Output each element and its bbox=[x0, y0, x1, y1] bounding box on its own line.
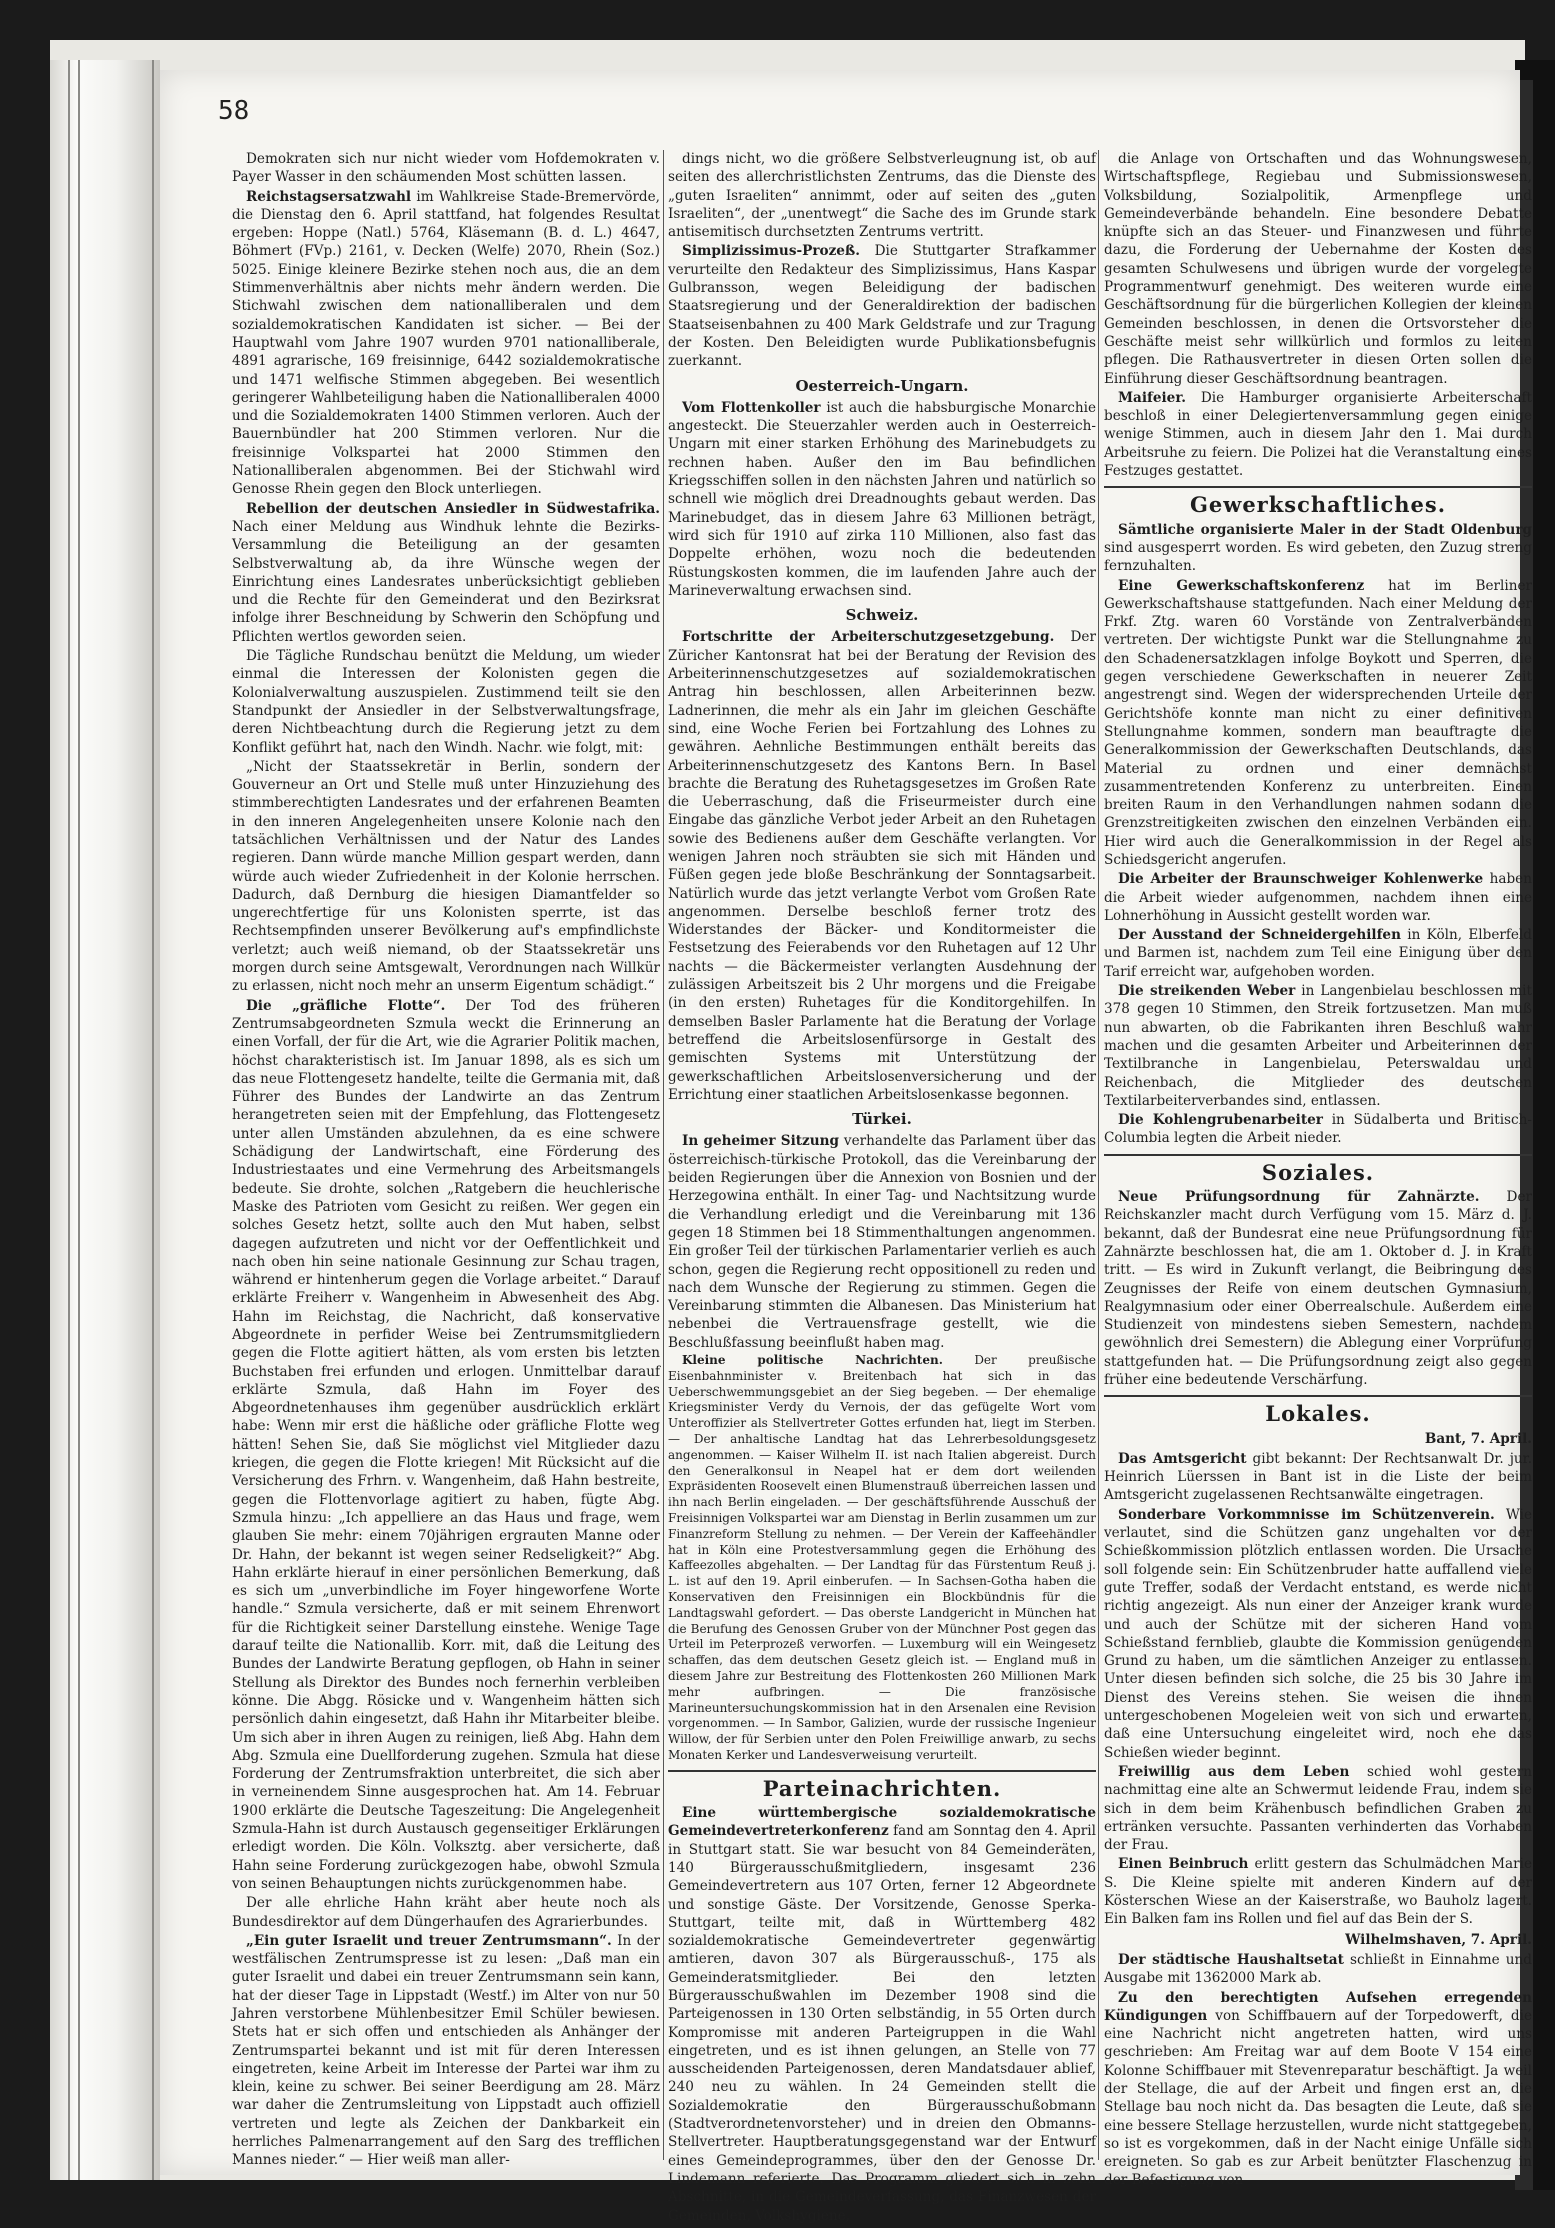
column-2 bbox=[668, 150, 1097, 2224]
article-schuetzenverein: Sonderbare Vorkommnisse im Schützenverein. Wie verlautet, sind die Schützen ganz ungehalten vor der Schießkommission plötzlich entlassen worden. Die Ursache soll folgende sein: Ein Schützenbruder hatte auffallend viele gute Treffer, sodaß der Verdacht entstand, es werde nicht richtig angezeigt. Als nun einer der Anzeiger krank wurde und auch der Schütze mit der sicheren Hand vom Schießstand fernblieb, glaubte die Kommission genügenden Grund zu haben, um die sämtlichen Anzeiger zu entlassen. Unter diesen befinden sich solche, die 25 bis 30 Jahre im Dienst des Vereins stehen. Sie weisen die ihnen untergeschobenen Mogeleien weit von sich und erwarten, daß eine Untersuchung eingeleitet wird, noch ehe das Schießen wieder beginnt. bbox=[1104, 1506, 1532, 1761]
article-maler-oldenburg: Sämtliche organisierte Maler in der Stadt Oldenburg sind ausgesperrt worden. Es wird gebeten, den Zuzug streng fernzuhalten. bbox=[1104, 521, 1532, 575]
article-zahnaerzte: Neue Prüfungsordnung für Zahnärzte. Der Reichskanzler macht durch Verfügung vom 15. März d. J. bekannt, daß der Bundesrat eine neue Prüfungsordnung für Zahnärzte beschlossen hat, die am 1. Oktober d. J. in Kraft tritt. — Es wird in Zukunft verlangt, die Beibringung des Zeugnisses der Reife von einem deutschen Gymnasium, Realgymnasium oder einer Oberrealschule. Außerdem eine Studienzeit von mindestens sieben Semestern, nachdem gewöhnlich drei Semestern) die Ablegung einer Vorprüfung stattgefunden hat. — Die Prüfungsordnung zeigt also gegen früher eine bedeutende Verschärfung. bbox=[1104, 1189, 1532, 1388]
column-rule bbox=[663, 150, 664, 2160]
article-lead: Simplizissimus-Prozeß. bbox=[682, 243, 860, 260]
article-beinbruch: Einen Beinbruch erlitt gestern das Schulmädchen Marie S. Die Kleine spielte mit anderen Kindern auf der Kösterschen Wiese an der Kaiserstraße, wo Bauholz lagert. Ein Balken fam ins Rollen und fiel auf das Bein der S. bbox=[1104, 1856, 1532, 1928]
divider bbox=[668, 1770, 1096, 1772]
article-arbeiterschutz: Fortschritte der Arbeiterschutzgesetzgebung. Der Züricher Kantonsrat hat bei der Beratung der Revision des Arbeiterinnenschutzgesetzes auf sozialdemokratischen Antrag hin beschlossen, allen Arbeiterinnen bezw. Ladnerinnen, die mehr als ein Jahr im gleichen Geschäfte sind, eine Woche Ferien bei Fortzahlung des Lohnes zu gewähren. Aehnliche Bestimmungen enthält bereits das Arbeiterinnenschutzgesetz des Kantons Bern. In Basel brachte die Beratung des Ruhetagsgesetzes im Großen Rate die Ueberraschung, daß die Friseurmeister durch eine Eingabe das gänzliche Verbot jeder Arbeit an den Ruhetagen sowie des Bedienens außer dem Geschäfte verlangten. Vor wenigen Jahren noch sträubten sie sich mit Händen und Füßen gegen jede bloße Beschränkung der Sonntagsarbeit. Natürlich wurde das jetzt verlangte Verbot vom Großen Rate angenommen. Derselbe beschloß ferner trotz des Widerstandes der Bäcker- und Konditormeister die Festsetzung des Feierabends vor den Ruhetagen auf 12 Uhr nachts — die Bäckermeister verlangten Ausdehnung der zulässigen Arbeitszeit bis 2 Uhr morgens und die Freigabe (in den ersten) Ruhetages für die Konditorgehilfen. In demselben Basler Parlamente hat die Beratung der Vorlage betreffend die Arbeitslosenfürsorge in Gestalt des gemischten Systems mit Unterstützung der gewerkschaftlichen Arbeitslosenversicherung und der Errichtung einer staatlichen Arbeitslosenkasse begonnen. bbox=[668, 629, 1096, 1103]
article-lead: Sämtliche organisierte Maler in der Stadt Oldenburg bbox=[1118, 521, 1532, 538]
paragraph: Der alle ehrliche Hahn kräht aber heute noch als Bundesdirektor auf dem Düngerhaufen des Agrarierbundes. bbox=[232, 1895, 660, 1930]
section-heading: Türkei. bbox=[852, 1110, 912, 1129]
article-flottenkoller: Vom Flottenkoller ist auch die habsburgische Monarchie angesteckt. Die Steuerzahler werden auch in Oesterreich-Ungarn mit einer starken Erhöhung des Marinebudgets zu rechnen haben. Außer den im Bau befindlichen Kriegsschiffen sollen in den nächsten Jahren und natürlich so schnell wie möglich drei Dreadnoughts gebaut werden. Das Marinebudget, das in diesem Jahre 63 Millionen beträgt, wird sich für 1910 auf zirka 110 Millionen, also fast das Doppelte erhöhen, wozu noch die bedeutenden Rüstungskosten kommen, die im laufenden Jahre auch der Marineverwaltung erwachsen sind. bbox=[668, 399, 1096, 599]
divider bbox=[1104, 1395, 1532, 1397]
article-lead: Einen Beinbruch bbox=[1118, 1856, 1249, 1873]
article-lead: Sonderbare Vorkommnisse im Schützenverein. bbox=[1118, 1506, 1495, 1523]
article-lead: Vom Flottenkoller bbox=[682, 399, 821, 416]
newspaper-page bbox=[160, 70, 1533, 2224]
column-1 bbox=[232, 150, 661, 2169]
article-lead: Die Arbeiter der Braunschweiger Kohlenwerke bbox=[1118, 871, 1484, 888]
article-simplizissimus: Simplizissimus-Prozeß. Die Stuttgarter Strafkammer verurteilte den Redakteur des Simplizissimus, Hans Kaspar Gulbransson, wegen Beleidigung der badischen Staatsregierung und der Generaldirektion der badischen Staatseisenbahnen zu 400 Mark Geldstrafe und zur Tragung der Kosten. Den Beleidigten wurde Publikationsbefugnis zuerkannt. bbox=[668, 243, 1096, 370]
article-lead: Maifeier. bbox=[1118, 389, 1186, 406]
article-maifeier: Maifeier. Die Hamburger organisierte Arbeiterschaft beschloß in einer Delegiertenversammlung gegen einige wenige Stimmen, auch in diesem Jahr den 1. Mai durch Arbeitsruhe zu feiern. Die Polizei hat die Veranstaltung eines Festzuges gestattet. bbox=[1104, 389, 1532, 480]
article-reichstagsersatzwahl: Reichstagsersatzwahl im Wahlkreise Stade-Bremervörde, die Dienstag den 6. April stattfand, hat folgendes Resultat ergeben: Hoppe (Natl.) 5764, Kläsemann (B. d. L.) 4647, Böhmert (FVp.) 2161, v. Decken (Welfe) 2070, Rhein (Soz.) 5025. Einige kleinere Bezirke stehen noch aus, die an dem Stimmenverhältnis aber nichts mehr ändern werden. Die Stichwahl zwischen dem nationalliberalen und dem sozialdemokratischen Kandidaten ist sicher. — Bei der Hauptwahl vom Jahre 1907 wurden 9701 nationalliberale, 4891 agrarische, 169 freisinnige, 6442 sozialdemokratische und 1471 welfische Stimmen abgegeben. Bei wesentlich geringerer Wahlbeteiligung haben die Nationalliberalen 4000 und die Sozialdemokraten 1400 Stimmen verloren. Auch der Bauernbündler hat 200 Stimmen verloren. Nur die freisinnige Volkspartei hat 2000 Stimmen den Nationalliberalen abgenommen. Bei der Stichwahl wird Genosse Rhein gegen den Block unterliegen. bbox=[232, 188, 661, 498]
article-rebellion: Rebellion der deutschen Ansiedler in Südwestafrika. Nach einer Meldung aus Windhuk lehnte die Bezirks-Versammlung die Beteiligung an der gesamten Selbstverwaltung ab, da ihre Wünsche wegen der Einrichtung eines Landesrates unberücksichtigt geblieben und die Rechte für den Gemeinderat und den Bezirksrat infolge ihrer Beschneidung by Schwerin den Schöpfung und Pflichten wertlos geworden seien. bbox=[232, 500, 660, 645]
article-kohlengruben: Die Kohlengrubenarbeiter in Südalberta und Britisch-Columbia legten die Arbeit nieder. bbox=[1104, 1112, 1532, 1147]
article-geheime-sitzung: In geheimer Sitzung verhandelte das Parlament über das österreichisch-türkische Protokoll, das die Vereinbarung der beiden Regierungen über die Annexion von Bosnien und der Herzegowina enthält. In einer Tag- und Nachtsitzung wurde die Verhandlung erledigt und die Vereinbarung mit 136 gegen 18 Stimmen bei 18 Stimmenthaltungen angenommen. Ein großer Teil der türkischen Parlamentarier verlieh es auch schon, gegen die Regierung recht oppositionell zu reden und nach dem Wunsche der Regierung zu stimmen. Gegen die Vereinbarung stimmten die Albanesen. Das Ministerium hat nebenbei die Vertrauensfrage gestellt, wie die Beschlußfassung beeinflußt haben mag. bbox=[668, 1133, 1096, 1351]
article-lead: „Ein guter Israelit und treuer Zentrumsmann“. bbox=[246, 1932, 612, 1949]
article-lead: Die „gräfliche Flotte“. bbox=[246, 997, 446, 1014]
paragraph: dings nicht, wo die größere Selbstverleugnung ist, ob auf seiten des allerchristlichsten Zentrums, das die Dienste des „guten Israeliten“ annimmt, oder auf seiten des „guten Israeliten“, der „unentwegt“ die Sache des im Grunde stark antisemitisch durchsetzten Zentrums vertritt. bbox=[668, 151, 1096, 241]
article-graefliche-flotte: Die „gräfliche Flotte“. Der Tod des früheren Zentrumsabgeordneten Szmula weckt die Erinnerung an einen Vorfall, der für die Art, wie die Agrarier Politik machen, höchst charakteristisch ist. Im Januar 1898, als es sich um das neue Flottengesetz handelte, teilte die Germania mit, daß Führer des Bundes der Landwirte an das Zentrum herangetreten seien mit der Empfehlung, das Flottengesetz unter allen Umständen abzulehnen, da es eine schwere Schädigung der Landwirtschaft, eine Förderung des Industriestaates und eine Vermehrung des Arbeitsmangels bedeute. Sie drohte, solchen „Ratgebern die heuchlerische Maske des Patrioten vom Gesicht zu reißen. Wer gegen ein solches Gesetz hetzt, sollte auch den Mut haben, selbst dagegen aufzutreten und nicht vor der Oeffentlichkeit und nach oben hin seine nationale Gesinnung zur Schau tragen, während er hintenherum gegen die Vorlage arbeitet.“ Darauf erklärte Freiherr v. Wangenheim in Abwesenheit des Abg. Hahn im Reichstag, die Nachricht, daß konservative Abgeordnete in perfider Weise bei Zentrumsmitgliedern gegen die Flotte agitiert hätten, als vom ersten bis letzten Buchstaben frei erfunden und erlogen. Unmittelbar darauf erklärte Szmula, daß Hahn im Foyer des Abgeordnetenhauses ihm gegenüber ausdrücklich erklärt habe: Wenn mir erst die häßliche oder gräfliche Flotte weg hätten! Sehen Sie, daß Sie möglichst viel Mitglieder dazu kriegen, die gegen die Flotte kriegen! Mit Rücksicht auf die Versicherung des Frhrn. v. Wangenheim, daß Hahn bestreite, gegen die Flottenvorlage agitiert zu haben, fügte Abg. Szmula hinzu: „Ich appelliere an das Haus und frage, wem glauben Sie mehr: einem 70jährigen ergrauten Manne oder Dr. Hahn, der bekannt ist wegen seiner Redseligkeit?“ Abg. Hahn erklärte hierauf in einer persönlichen Bemerkung, daß es sich um „unverbindliche im Foyer hingeworfene Worte handle.“ Szmula versicherte, daß er mit seinem Ehrenwort für die Richtigkeit seiner Darstellung einstehe. Wenige Tage darauf teilte die Nationallib. Korr. mit, daß die Leitung des Bundes der Landwirte Beratung gepflogen, ob Hahn in seiner Stellung als Direktor des Bundes noch fernerhin verbleiben könne. Die Abgg. Rösicke und v. Wangenheim hätten sich persönlich dahin eingesetzt, daß Hahn ihr Mitarbeiter bleibe. Um sich aber in ihren Augen zu reinigen, ließ Abg. Hahn dem Abg. Szmula eine Duellforderung zugehen. Szmula hat diese Forderung der Zentrumsfraktion unterbreitet, die sich aber in verneinendem Sinne ausgesprochen hat. Am 14. Februar 1900 erklärte die Deutsche Tageszeitung: Die Angelegenheit Szmula-Hahn ist durch Austausch gegenseitiger Erklärungen erledigt worden. Die Köln. Volksztg. aber versicherte, daß Hahn seine Forderung zurückgezogen habe, obwohl Szmula von seinen Behauptungen nichts zurückgenommen habe. bbox=[232, 997, 660, 1892]
article-lead: Die streikenden Weber bbox=[1118, 983, 1296, 1000]
quote-paragraph: „Nicht der Staatssekretär in Berlin, sondern der Gouverneur an Ort und Stelle muß unter Hinzuziehung des stimmberechtigten Landesrates und der erfahrenen Beamten in den inneren Angelegenheiten unsere Kolonie nach den tatsächlichen Verhältnissen und der Natur des Landes regieren. Dann würde manche Million gespart werden, dann würde auch wieder Zufriedenheit in der Kolonie herrschen. Dadurch, daß Dernburg die hiesigen Diamantfelder so ungerechtfertige für uns Kolonisten sperrte, ist das Rechtsempfinden unserer Bevölkerung auf's empfindlichste verletzt; auch weiß niemand, ob der Staatssekretär uns morgen durch seine Amtsgewalt, Verordnungen nach Willkür zu erlassen, nicht noch mehr an unserm Eigentum schädigt.“ bbox=[232, 758, 660, 995]
paragraph: Die Tägliche Rundschau benützt die Meldung, um wieder einmal die Interessen der Kolonisten gegen die Kolonialverwaltung auszuspielen. Zustimmend teilt sie den Standpunkt der Ansiedler in der Selbstverwaltungsfrage, deren Nichtbeachtung durch die Regierung jetzt zu dem Konflikt geführt hat, nach den Windh. Nachr. wie folgt, mit: bbox=[232, 648, 660, 756]
column-rule bbox=[1098, 150, 1099, 2160]
section-heading: Schweiz. bbox=[845, 606, 919, 625]
article-lead: Neue Prüfungsordnung für Zahnärzte. bbox=[1118, 1189, 1480, 1206]
article-lead: Eine württembergische sozialdemokratische Gemeindevertreterkonferenz bbox=[668, 1805, 1096, 1840]
article-lead: Zu den berechtigten Aufsehen erregenden Kündigungen bbox=[1104, 1989, 1532, 2024]
book-binding bbox=[50, 60, 160, 2180]
section-heading: Lokales. bbox=[1265, 1401, 1371, 1427]
dateline: Wilhelmshaven, 7. April. bbox=[1345, 1931, 1532, 1948]
article-gewerkschaftskonferenz: Eine Gewerkschaftskonferenz hat im Berliner Gewerkschaftshause stattgefunden. Nach einer Meldung der Frkf. Ztg. waren 60 Vorstände von Zentralverbänden vertreten. Der wichtigste Punkt war die Stellungnahme zu den Schadenersatzklagen infolge Boykott und Sperren, die gegen verschiedene Gewerkschaften in neuerer Zeit angestrengt sind. Wegen der widersprechenden Urteile der Gerichtshöfe konnte man nicht zu einer definitiven Stellungnahme kommen, sondern man beauftragte die Generalkommission der Gewerkschaften Deutschlands, das Material zu ordnen und einer demnächst zusammentretenden Konferenz zu unterbreiten. Einen breiten Raum in den Verhandlungen nahmen sodann die Grenzstreitigkeiten zwischen den einzelnen Verbänden ein. Hier wird auch die Generalkommission in der Regel als Schiedsgericht angerufen. bbox=[1104, 577, 1532, 868]
article-lead: Reichstagsersatzwahl bbox=[246, 188, 411, 205]
article-gemeindevertreterkonferenz: Eine württembergische sozialdemokratische Gemeindevertreterkonferenz fand am Sonntag den 4. April in Stuttgart statt. Sie war besucht von 84 Gemeinderäten, 140 Bürgerausschußmitgliedern, insgesamt 236 Gemeindevertretern aus 107 Orten, ferner 12 Abgeordnete und sonstige Gäste. Der Vorsitzende, Genosse Sperka-Stuttgart, teilte mit, daß in Württemberg 482 sozialdemokratische Gemeindevertreter gegenwärtig amtieren, davon 307 als Bürgerausschuß-, 175 als Gemeinderatsmitglieder. Bei den letzten Bürgerausschußwahlen im Dezember 1908 sind die Parteigenossen in 130 Orten selbständig, in 55 Orten durch Kompromisse mit anderen Parteigruppen in die Wahl eingetreten, und es ist ihnen gelungen, an Stelle von 77 ausscheidenden Parteigenossen, deren Mandatsdauer ablief, 240 neu zu wählen. In 24 Gemeinden stellt die Sozialdemokratie den Bürgerausschußobmann (Stadtverordnetenvorsteher) und in dreien den Obmanns-Stellvertreter. Hauptberatungsgegenstand war der Entwurf eines Gemeindeprogrammes, über den der Genosse Dr. Lindemann referierte. Das Programm gliedert sich in zehn Abschnitte, in die Gemeindeverfassung, das Finanzwesen der Gemeinden, Volkshygiene, bbox=[668, 1805, 1097, 2224]
article-lead: Kleine politische Nachrichten. bbox=[682, 1353, 943, 1367]
divider bbox=[1104, 1154, 1532, 1156]
page-number: 58 bbox=[218, 96, 250, 126]
section-heading: Gewerkschaftliches. bbox=[1189, 492, 1447, 518]
article-freiwillig: Freiwillig aus dem Leben schied wohl gestern nachmittag eine alte an Schwermut leidende Frau, indem sie sich in dem beim Krähenbusch befindlichen Graben zu ertränken versuchte. Passanten verhinderten das Vorhaben der Frau. bbox=[1104, 1763, 1532, 1854]
paragraph: Demokraten sich nur nicht wieder vom Hofdemokraten v. Payer Wasser in den schäumenden Most schütten lassen. bbox=[232, 151, 660, 186]
section-heading: Parteinachrichten. bbox=[762, 1775, 1002, 1801]
article-lead: Eine Gewerkschaftskonferenz bbox=[1118, 577, 1365, 594]
article-lead: Das Amtsgericht bbox=[1118, 1450, 1247, 1467]
section-heading: Oesterreich-Ungarn. bbox=[795, 376, 969, 395]
article-kuendigungen: Zu den berechtigten Aufsehen erregenden Kündigungen von Schiffbauern auf der Torpedowerft, die eine Nachricht nicht angetreten hatten, wird uns geschrieben: Am Freitag war auf dem Boote V 154 eine Kolonne Schiffbauer mit Stevenreparatur beschäftigt. Ja weil der Stellage, die auf der Arbeit und fingen erst an, die Stellage bau noch nicht da. Das besagten die Leute, daß sie eine bessere Stellage herzustellen, wurde nicht stattgegeben, so ist es vorgekommen, daß in der Nacht einige Unfälle sich ereigneten. So gab es zur Arbeit benützter Flaschenzug in der Befestigung von bbox=[1104, 1989, 1532, 2189]
article-lead: Der Ausstand der Schneidergehilfen bbox=[1118, 927, 1401, 944]
article-amtsgericht: Das Amtsgericht gibt bekannt: Der Rechtsanwalt Dr. jur. Heinrich Lüerssen in Bant ist in die Liste der beim Amtsgericht zugelassenen Rechtsanwälte eingetragen. bbox=[1104, 1450, 1533, 1504]
divider bbox=[1104, 486, 1532, 488]
article-schneidergehilfen: Der Ausstand der Schneidergehilfen in Köln, Elberfeld und Barmen ist, nachdem zum Teil eine Einigung über den Tarif erreicht war, aufgehoben worden. bbox=[1104, 927, 1532, 980]
article-lead: Fortschritte der Arbeiterschutzgesetzgebung. bbox=[682, 629, 1055, 646]
column-3 bbox=[1104, 150, 1533, 2189]
article-lead: Freiwillig aus dem Leben bbox=[1118, 1763, 1350, 1780]
article-haushaltsetat: Der städtische Haushaltsetat schließt in Einnahme und Ausgabe mit 1362000 Mark ab. bbox=[1104, 1951, 1532, 1987]
article-kohlenwerke: Die Arbeiter der Braunschweiger Kohlenwerke haben die Arbeit wieder aufgenommen, nachdem ihnen eine Lohnerhöhung in Aussicht gestellt worden war. bbox=[1104, 871, 1532, 924]
paragraph: die Anlage von Ortschaften und das Wohnungswesen, Wirtschaftspflege, Regiebau und Submissionswesen, Volksbildung, Sozialpolitik, Armenpflege und Gemeindeverbände behandeln. Eine besondere Debatte knüpfte sich an das Steuer- und Finanzwesen und führte dazu, die Forderung der Uebernahme der Kosten des gesamten Schulwesens und übrigen wurde der vorgelegte Programmentwurf genehmigt. Des weiteren wurde eine Geschäftsordnung für die bürgerlichen Kollegien der kleinen Gemeinden beschlossen, in denen die Ortsvorsteher die Geschäfte meist sehr willkürlich und formlos zu leiten pflegen. Die Rathausvertreter in diesen Orten sollen die Einführung dieser Geschäftsordnung beantragen. bbox=[1104, 151, 1532, 387]
dateline: Bant, 7. April. bbox=[1424, 1430, 1532, 1447]
article-weber: Die streikenden Weber in Langenbielau beschlossen mit 378 gegen 10 Stimmen, den Streik fortzusetzen. Man muß nun abwarten, ob die Fabrikanten ihren Beschluß wahr machen und die gesamten Arbeiter und Arbeiterinnen der Textilbranche in Langenbielau, Peterswaldau und Reichenbach, die Mitglieder des deutschen Textilarbeiterverbandes sind, entlassen. bbox=[1104, 983, 1532, 1109]
article-lead: Die Kohlengrubenarbeiter bbox=[1118, 1112, 1323, 1129]
article-lead: In geheimer Sitzung bbox=[682, 1133, 840, 1150]
article-kleine-nachrichten: Kleine politische Nachrichten. Der preußische Eisenbahnminister v. Breitenbach hat sich in das Ueberschwemmungsgebiet an der Sieg begeben. — Der ehemalige Kriegsminister Verdy du Vernois, der das gefügelte Wort vom Unteroffizier als Stellvertreter Gottes erfunden hat, liegt im Sterben. — Der anhaltische Landtag hat das Lehrerbesoldungsgesetz angenommen. — Kaiser Wilhelm II. ist nach Italien abgereist. Durch den Generalkonsul in Neapel hat er dem dort weilenden Expräsidenten Roosevelt einen Blumenstrauß überreichen lassen und ihn nach Berlin eingeladen. — Der geschäftsführende Ausschuß der Freisinnigen Volkspartei war am Dienstag in Berlin zusammen um zur Finanzreform Stellung zu nehmen. — Der Verein der Kaffeehändler hat in Köln eine Protestversammlung gegen die Erhöhung des Kaffeezolles abgehalten. — Der Landtag für das Fürstentum Reuß j. L. ist auf den 19. April einberufen. — In Sachsen-Gotha haben die Konservativen den Freisinnigen ein Blockbündnis für die Landtagswahl gefordert. — Das oberste Landgericht in München hat die Berufung des Genossen Gruber von der Münchner Post gegen das Urteil im Peterprozeß verworfen. — Luxemburg will ein Weingesetz schaffen, das dem deutschen Gesetz gleich ist. — England muß in diesem Jahre zur Bestreitung des Flottenkosten 260 Millionen Mark mehr aufbringen. — Die französische Marineuntersuchungskommission hat in den Arsenalen eine Revision vorgenommen. — In Sambor, Galizien, wurde der russische Ingenieur Willow, der für Serbien unter den Polen Freiwillige anwarb, zu sechs Monaten Kerker und Landesverweisung verurteilt. bbox=[668, 1353, 1096, 1762]
article-lead: Rebellion der deutschen Ansiedler in Südwestafrika. bbox=[246, 500, 660, 517]
section-heading: Soziales. bbox=[1261, 1159, 1375, 1185]
article-lead: Der städtische Haushaltsetat bbox=[1118, 1951, 1344, 1968]
small-news-block bbox=[668, 1353, 1096, 1764]
article-guter-israelit: „Ein guter Israelit und treuer Zentrumsmann“. In der westfälischen Zentrumspresse ist zu lesen: „Daß man ein guter Israelit und dabei ein treuer Zentrumsmann sein kann, hat der dieser Tage in Lippstadt (Westf.) im Alter von nur 50 Jahren verstorbene Mühlenbesitzer Emil Schüler bewiesen. Stets hat er sich offen und entschieden als Anhänger der Zentrumspartei bekannt und ist mit für deren Interessen eingetreten, keine Arbeit im Interesse der Partei war ihm zu klein, keine zu schwer. Bei seiner Beerdigung am 28. März war daher die Zentrumsleitung von Lippstadt auch offiziell vertreten und legte als Zeichen der Dankbarkeit ein herrliches Palmenarrangement auf den Sarg des trefflichen Mannes nieder.“ — Hier weiß man aller- bbox=[232, 1932, 660, 2169]
